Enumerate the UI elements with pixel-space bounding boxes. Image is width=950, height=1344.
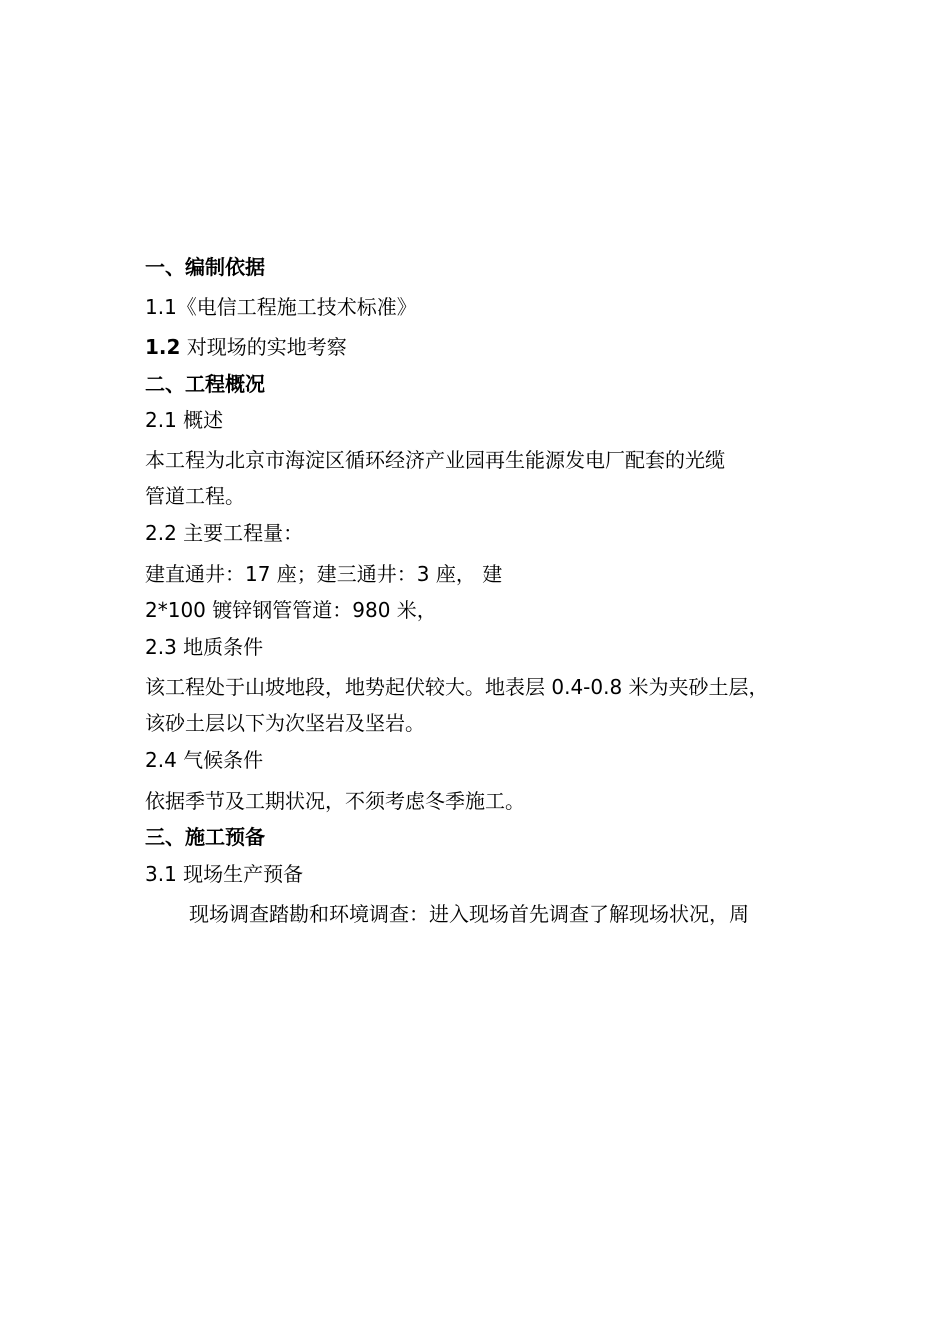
section-2-1-title: 2.1 概述 — [145, 408, 224, 432]
paragraph-2-1-line2: 管道工程。 — [145, 484, 245, 508]
heading-overview: 二、工程概况 — [145, 372, 265, 396]
heading-basis: 一、编制依据 — [145, 255, 265, 279]
paragraph-2-2-line1: 建直通井：17 座；建三通井：3 座， 建 — [145, 562, 503, 586]
paragraph-3-1: 现场调查踏勘和环境调查：进入现场首先调查了解现场状况，周 — [189, 902, 749, 926]
item-1-2-text: 对现场的实地考察 — [186, 335, 347, 359]
heading-preparation: 三、施工预备 — [145, 825, 265, 849]
item-1-1: 1.1《电信工程施工技术标准》 — [145, 295, 417, 319]
paragraph-2-1-line1: 本工程为北京市海淀区循环经济产业园再生能源发电厂配套的光缆 — [145, 448, 725, 472]
paragraph-2-2-line2: 2*100 镀锌钢管管道：980 米， — [145, 598, 437, 622]
paragraph-2-3-line1: 该工程处于山坡地段，地势起伏较大。地表层 0.4-0.8 米为夹砂土层， — [145, 675, 769, 699]
paragraph-2-3-line2: 该砂土层以下为次坚岩及坚岩。 — [145, 711, 425, 735]
section-2-4-title: 2.4 气候条件 — [145, 748, 264, 772]
section-3-1-title: 3.1 现场生产预备 — [145, 862, 304, 886]
section-2-3-title: 2.3 地质条件 — [145, 635, 264, 659]
item-1-2-number: 1.2 — [145, 335, 181, 359]
section-2-2-title: 2.2 主要工程量： — [145, 521, 304, 545]
paragraph-2-4: 依据季节及工期状况，不须考虑冬季施工。 — [145, 789, 525, 813]
item-1-2 — [145, 334, 347, 360]
